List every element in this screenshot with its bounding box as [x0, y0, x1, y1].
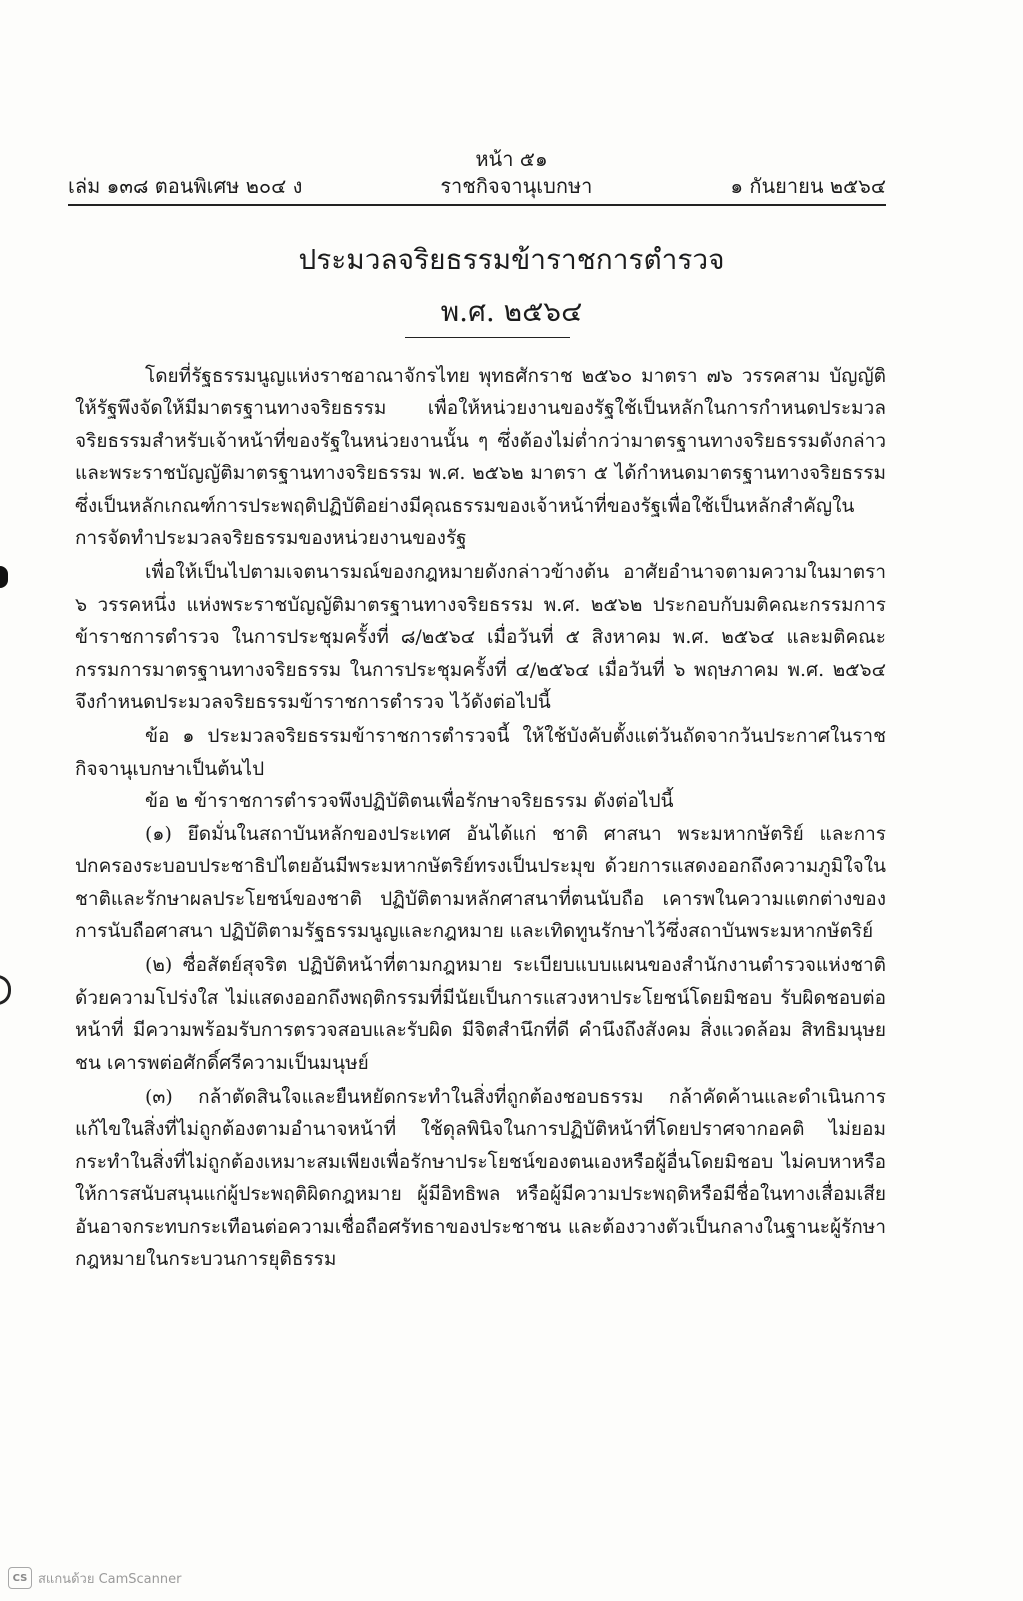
punch-hole-mark: [0, 566, 8, 588]
title-divider: [405, 337, 570, 338]
paragraph-authority: เพื่อให้เป็นไปตามเจตนารมณ์ของกฎหมายดังกล่าวข้างต้น อาศัยอำนาจตามความในมาตรา ๖ วรรคหนึ่ง แห่งพระราชบัญญัติมาตรฐานทางจริยธรรม พ.ศ. ๒๕๖๒ ประกอบกับมติคณะกรรมการข้าราชการตำรวจ ในการประชุมครั้งที่ ๘/๒๕๖๔ เมื่อวันที่ ๕ สิงหาคม พ.ศ. ๒๕๖๔ และมติคณะกรรมการมาตรฐานทางจริยธรรม ในการประชุมครั้งที่ ๔/๒๕๖๔ เมื่อวันที่ ๖ พฤษภาคม พ.ศ. ๒๕๖๔ จึงกำหนดประมวลจริยธรรมข้าราชการตำรวจ ไว้ดังต่อไปนี้: [75, 561, 886, 714]
paragraph-preamble: โดยที่รัฐธรรมนูญแห่งราชอาณาจักรไทย พุทธศักราช ๒๕๖๐ มาตรา ๗๖ วรรคสาม บัญญัติให้รัฐพึงจัดให้มีมาตรฐานทางจริยธรรม เพื่อให้หน่วยงานของรัฐใช้เป็นหลักในการกำหนดประมวลจริยธรรมสำหรับเจ้าหน้าที่ของรัฐในหน่วยงานนั้น ๆ ซึ่งต้องไม่ต่ำกว่ามาตรฐานทางจริยธรรมดังกล่าว และพระราชบัญญัติมาตรฐานทางจริยธรรม พ.ศ. ๒๕๖๒ มาตรา ๕ ได้กำหนดมาตรฐานทางจริยธรรม ซึ่งเป็นหลักเกณฑ์การประพฤติปฏิบัติอย่างมีคุณธรรมของเจ้าหน้าที่ของรัฐเพื่อใช้เป็นหลักสำคัญในการจัดทำประมวลจริยธรรมของหน่วยงานของรัฐ: [75, 365, 886, 550]
document-title: ประมวลจริยธรรมข้าราชการตำรวจ: [298, 243, 725, 276]
paragraph-item-2: (๒) ซื่อสัตย์สุจริต ปฏิบัติหน้าที่ตามกฎหมาย ระเบียบแบบแผนของสำนักงานตำรวจแห่งชาติด้วยความโปร่งใส ไม่แสดงออกถึงพฤติกรรมที่มีนัยเป็นการแสวงหาประโยชน์โดยมิชอบ รับผิดชอบต่อหน้าที่ มีความพร้อมรับการตรวจสอบและรับผิด มีจิตสำนึกที่ดี คำนึงถึงสังคม สิ่งแวดล้อม สิทธิมนุษยชน เคารพต่อศักดิ์ศรีความเป็นมนุษย์: [75, 954, 886, 1074]
paragraph-item-3: (๓) กล้าตัดสินใจและยืนหยัดกระทำในสิ่งที่ถูกต้องชอบธรรม กล้าคัดค้านและดำเนินการแก้ไขในสิ่งที่ไม่ถูกต้องตามอำนาจหน้าที่ ใช้ดุลพินิจในการปฏิบัติหน้าที่โดยปราศจากอคติ ไม่ยอมกระทำในสิ่งที่ไม่ถูกต้องเหมาะสมเพียงเพื่อรักษาประโยชน์ของตนเองหรือผู้อื่นโดยมิชอบ ไม่คบหาหรือให้การสนับสนุนแก่ผู้ประพฤติผิดกฎหมาย ผู้มีอิทธิพล หรือผู้มีความประพฤติหรือมีชื่อในทางเสื่อมเสีย อันอาจกระทบกระเทือนต่อความเชื่อถือศรัทธาของประชาชน และต้องวางตัวเป็นกลางในฐานะผู้รักษากฎหมายในกระบวนการยุติธรรม: [75, 1085, 886, 1270]
page-number: หน้า ๕๑: [475, 147, 548, 171]
paragraph-item-1: (๑) ยึดมั่นในสถาบันหลักของประเทศ อันได้แก่ ชาติ ศาสนา พระมหากษัตริย์ และการปกครองระบอบประชาธิปไตยอันมีพระมหากษัตริย์ทรงเป็นประมุข ด้วยการแสดงออกถึงความภูมิใจในชาติและรักษาผลประโยชน์ของชาติ ปฏิบัติตามหลักศาสนาที่ตนนับถือ เคารพในความแตกต่างของการนับถือศาสนา ปฏิบัติตามรัฐธรรมนูญและกฎหมาย และเทิดทูนรักษาไว้ซึ่งสถาบันพระมหากษัตริย์: [75, 822, 886, 942]
paragraph-clause-1: ข้อ ๑ ประมวลจริยธรรมข้าราชการตำรวจนี้ ให้ใช้บังคับตั้งแต่วันถัดจากวันประกาศในราชกิจจานุเบกษาเป็นต้นไป: [75, 725, 886, 780]
paragraph-clause-2: ข้อ ๒ ข้าราชการตำรวจพึงปฏิบัติตนเพื่อรักษาจริยธรรม ดังต่อไปนี้: [145, 790, 674, 813]
volume-info: เล่ม ๑๓๘ ตอนพิเศษ ๒๐๔ ง: [68, 174, 303, 198]
header-divider: [68, 204, 886, 206]
document-year: พ.ศ. ๒๕๖๔: [440, 295, 583, 328]
punch-hole-mark: [0, 975, 11, 1005]
publication-name: ราชกิจจานุเบกษา: [440, 174, 593, 198]
camscanner-logo-icon: CS: [8, 1567, 32, 1589]
scanner-watermark: [8, 1567, 181, 1589]
document-body: [75, 360, 886, 1275]
publication-date: ๑ กันยายน ๒๕๖๔: [730, 174, 886, 198]
gazette-header: [68, 170, 886, 202]
scanner-text: สแกนด้วย CamScanner: [38, 1571, 182, 1587]
